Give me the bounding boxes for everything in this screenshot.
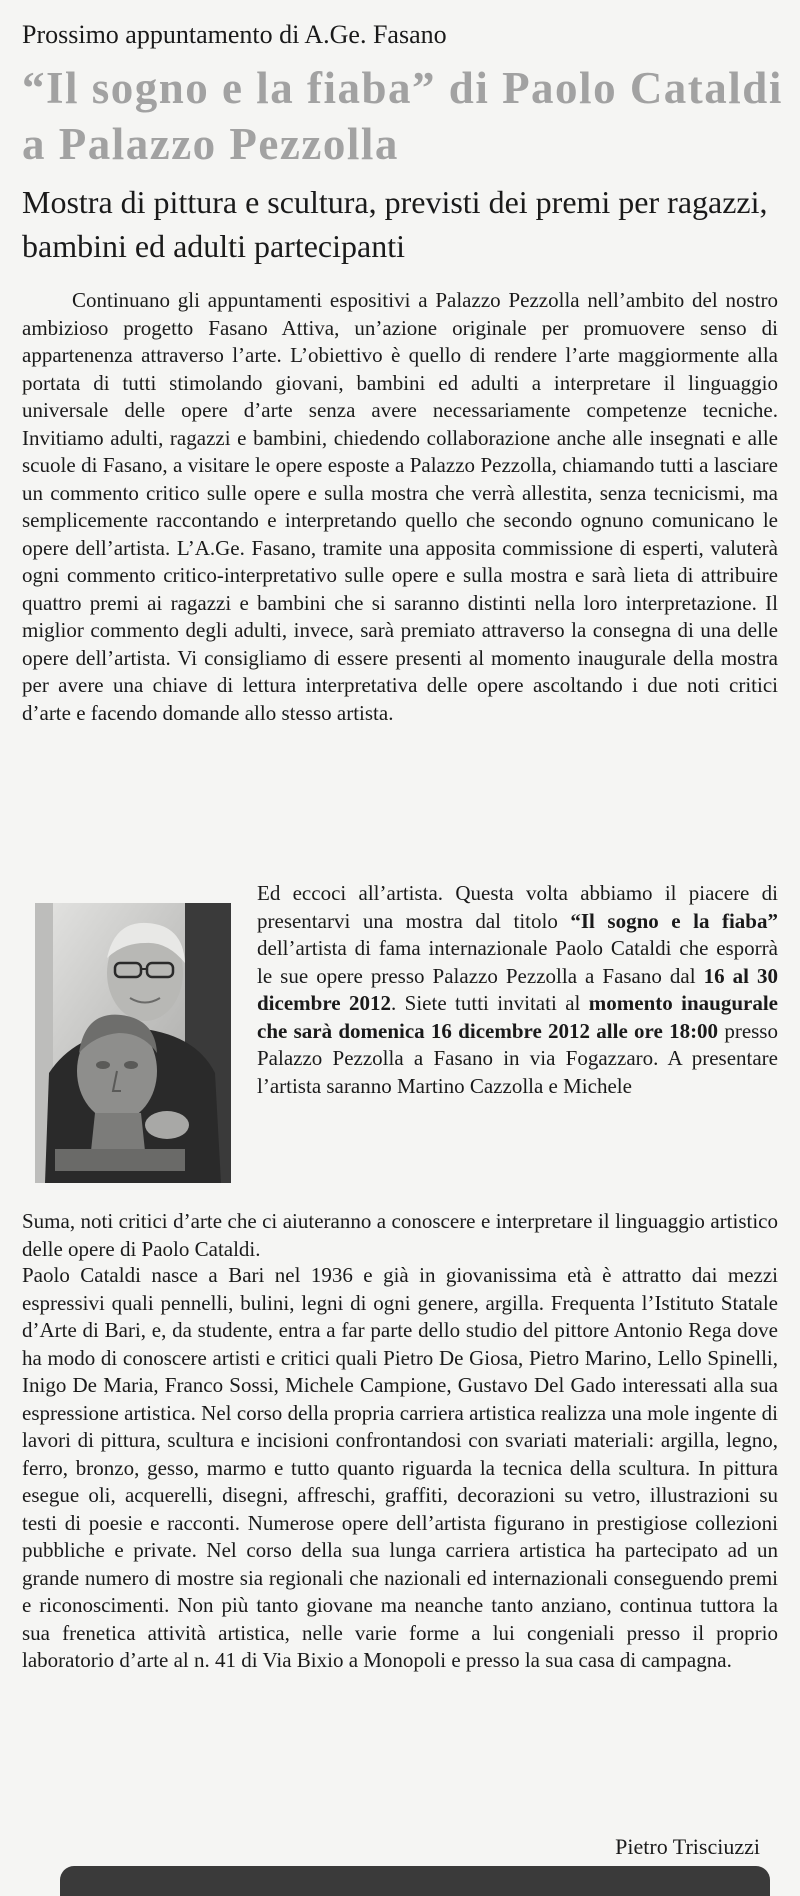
artist-intro-paragraph <box>257 880 778 1100</box>
artist-intro-text-1: Ed eccoci all’artista. Questa volta abbiamo il piacere di presentarvi una mostra dal titolo <box>257 881 778 933</box>
author-signature: Pietro Trisciuzzi <box>615 1834 760 1859</box>
artist-intro-continued: Suma, noti critici d’arte che ci aiuteranno a conoscere e interpretare il linguaggio artistico delle opere di Paolo Cataldi. <box>22 1209 778 1261</box>
artist-intro-text-2: dell’artista di fama internazionale Paolo Cataldi che esporrà le sue opere presso Palazzo Pezzolla a Fasano dal <box>257 936 778 988</box>
headline: “Il sogno e la fiaba” di Paolo Cataldi a Palazzo Pezzolla <box>22 63 783 169</box>
page-footer-bar <box>60 1866 770 1896</box>
kicker: Prossimo appuntamento di A.Ge. Fasano <box>22 20 447 49</box>
biography-paragraph: Paolo Cataldi nasce a Bari nel 1936 e già in giovanissima età è attratto dai mezzi espressivi quali pennelli, bulini, legni di ogni genere, argilla. Frequenta l’Istituto Statale d’Arte di Bari, e, da studente, entra a far parte dello studio del pittore Antonio Rega dove ha modo di conoscere artisti e critici quali Pietro De Giosa, Pietro Marino, Lello Spinelli, Inigo De Maria, Franco Sossi, Michele Campione, Gustavo Del Gado interessati alla sua espressione artistica. Nel corso della propria carriera artistica realizza una mole ingente di lavori di pittura, scultura e incisioni confrontandosi con svariati materiali: argilla, legno, ferro, bronzo, gesso, marmo e tutto quanto riguarda la tecnica della scultura. In pittura esegue oli, acquerelli, disegni, affreschi, graffiti, decorazioni su vetro, illustrazioni su testi di poesie e racconti. Numerose opere dell’artista figurano in prestigiose collezioni pubbliche e private. Nel corso della sua lunga carriera artistica ha partecipato ad un grande numero di mostre sia regionali che nazionali ed internazionali conseguendo premi e riconoscimenti. Non più tanto giovane ma neanche tanto anziano, continua tuttora la sua frenetica attività artistica, nelle varie forme a lui congeniali presso il proprio laboratorio d’arte al n. 41 di Via Bixio a Monopoli e presso la sua casa di campagna. <box>22 1263 778 1672</box>
artist-with-sculpture-image <box>35 903 231 1183</box>
exhibition-title: “Il sogno e la fiaba” <box>570 908 778 933</box>
artist-intro-text-3: . Siete tutti invitati al <box>391 991 589 1015</box>
artist-photo <box>35 903 231 1183</box>
exhibition-dates: 16 al 30 dicembre 2012 <box>257 963 779 1015</box>
intro-paragraph: Continuano gli appuntamenti espositivi a Palazzo Pezzolla nell’ambito del nostro ambizioso progetto Fasano Attiva, un’azione originale per promuovere senso di appartenenza attraverso l’arte. L’obiettivo è quello di rendere l’arte maggiormente alla portata di tutti stimolando giovani, bambini ed adulti a interpretare il linguaggio universale delle opere d’arte senza avere necessariamente competenze tecniche. Invitiamo adulti, ragazzi e bambini, chiedendo collaborazione anche alle insegnati e alle scuole di Fasano, a visitare le opere esposte a Palazzo Pezzolla, chiamando tutti a lasciare un commento critico sulle opere e sulla mostra che verrà allestita, senza tecnicismi, ma semplicemente raccontando e interpretando quello che secondo ognuno comunicano le opere dell’artista. L’A.Ge. Fasano, tramite una apposita commissione di esperti, valuterà ogni commento critico-interpretativo sulle opere e sulla mostra e sarà lieta di attribuire quattro premi ai ragazzi e bambini che si saranno distinti nella loro interpretazione. Il miglior commento degli adulti, invece, sarà premiato attraverso la consegna di una delle opere dell’artista. Vi consigliamo di essere presenti al momento inaugurale della mostra per avere una chiave di lettura interpretativa delle opere ascoltando i due noti critici d’arte e facendo domande allo stesso artista. <box>22 288 778 725</box>
artist-intro-text-4: presso Palazzo Pezzolla a Fasano in via Fogazzaro. A presentare l’artista saranno Martino Cazzolla e Michele <box>257 1018 778 1098</box>
inauguration-info: momento inaugurale che sarà domenica 16 dicembre 2012 alle ore 18:00 <box>257 991 778 1043</box>
subheadline: Mostra di pittura e scultura, previsti dei premi per ragazzi, bambini ed adulti partecipanti <box>22 184 768 264</box>
